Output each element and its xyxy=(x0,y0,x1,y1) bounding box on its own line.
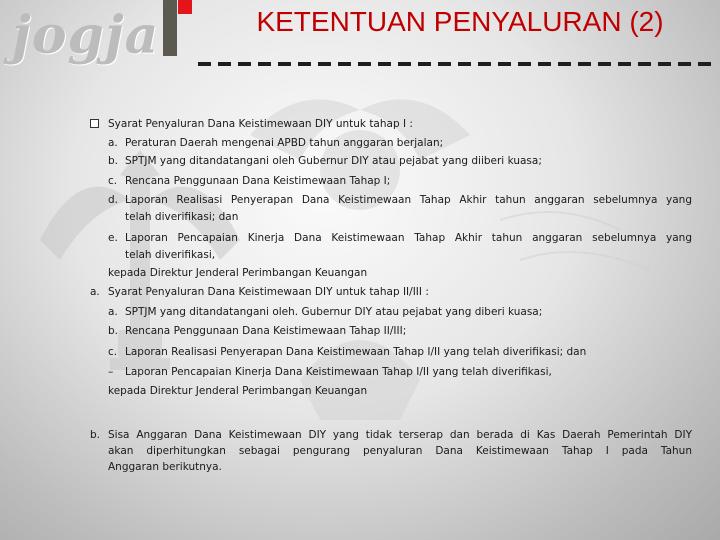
list-item: Peraturan Daerah mengenai APBD tahun anggaran berjalan; xyxy=(125,137,444,149)
list-marker: a. xyxy=(108,137,118,149)
list-item: Laporan Realisasi Penyerapan Dana Keistimewaan Tahap I/II yang telah diverifikasi; dan xyxy=(125,346,587,358)
list-marker: c. xyxy=(108,346,118,358)
section3-line: Sisa Anggaran Dana Keistimewaan DIY yang tidak terserap dan berada di Kas Daerah Pemerintah DIY xyxy=(108,429,692,441)
list-marker: c. xyxy=(108,175,118,187)
list-marker: d. xyxy=(108,194,119,206)
jogja-logo xyxy=(4,2,164,70)
list-marker: b. xyxy=(108,155,119,167)
list-item: Rencana Penggunaan Dana Keistimewaan Tahap I; xyxy=(125,175,391,187)
list-marker: b. xyxy=(90,429,101,441)
list-item: SPTJM yang ditandatangani oleh. Gubernur DIY atau pejabat yang diberi kuasa; xyxy=(125,306,543,318)
list-item: Laporan Pencapaian Kinerja Dana Keistimewaan Tahap Akhir tahun anggaran sebelumnya yang xyxy=(125,232,692,244)
list-item-continuation: telah diverifikasi, xyxy=(125,249,216,261)
list-marker: a. xyxy=(90,286,100,298)
header-red-square xyxy=(178,0,192,14)
list-marker: – xyxy=(108,366,114,378)
section3-line: Anggaran berikutnya. xyxy=(108,461,222,473)
header-dark-bar xyxy=(163,0,177,56)
list-marker: b. xyxy=(108,325,119,337)
logo-text: jogja xyxy=(12,5,160,66)
title-dashed-divider xyxy=(198,62,718,66)
list-marker: e. xyxy=(108,232,118,244)
checkbox-bullet-icon xyxy=(90,119,99,128)
section2-closing: kepada Direktur Jenderal Perimbangan Keuangan xyxy=(108,385,368,397)
list-item-continuation: telah diverifikasi; dan xyxy=(125,211,239,223)
list-item: Laporan Pencapaian Kinerja Dana Keistimewaan Tahap I/II yang telah diverifikasi, xyxy=(125,366,552,378)
section3-line: akan diperhitungkan sebagai pengurang penyaluran Dana Keistimewaan Tahap I pada Tahun xyxy=(108,445,692,457)
list-item: Laporan Realisasi Penyerapan Dana Keistimewaan Tahap Akhir tahun anggaran sebelumnya yang xyxy=(125,194,692,206)
list-item: SPTJM yang ditandatangani oleh Gubernur DIY atau pejabat yang diiberi kuasa; xyxy=(125,155,542,167)
section1-heading: Syarat Penyaluran Dana Keistimewaan DIY untuk tahap I : xyxy=(108,118,413,130)
page-title: KETENTUAN PENYALURAN (2) xyxy=(256,6,664,37)
list-item: Rencana Penggunaan Dana Keistimewaan Tahap II/III; xyxy=(125,325,407,337)
section1-closing: kepada Direktur Jenderal Perimbangan Keuangan xyxy=(108,267,368,279)
section2-heading: Syarat Penyaluran Dana Keistimewaan DIY untuk tahap II/III : xyxy=(108,286,429,298)
list-marker: a. xyxy=(108,306,118,318)
